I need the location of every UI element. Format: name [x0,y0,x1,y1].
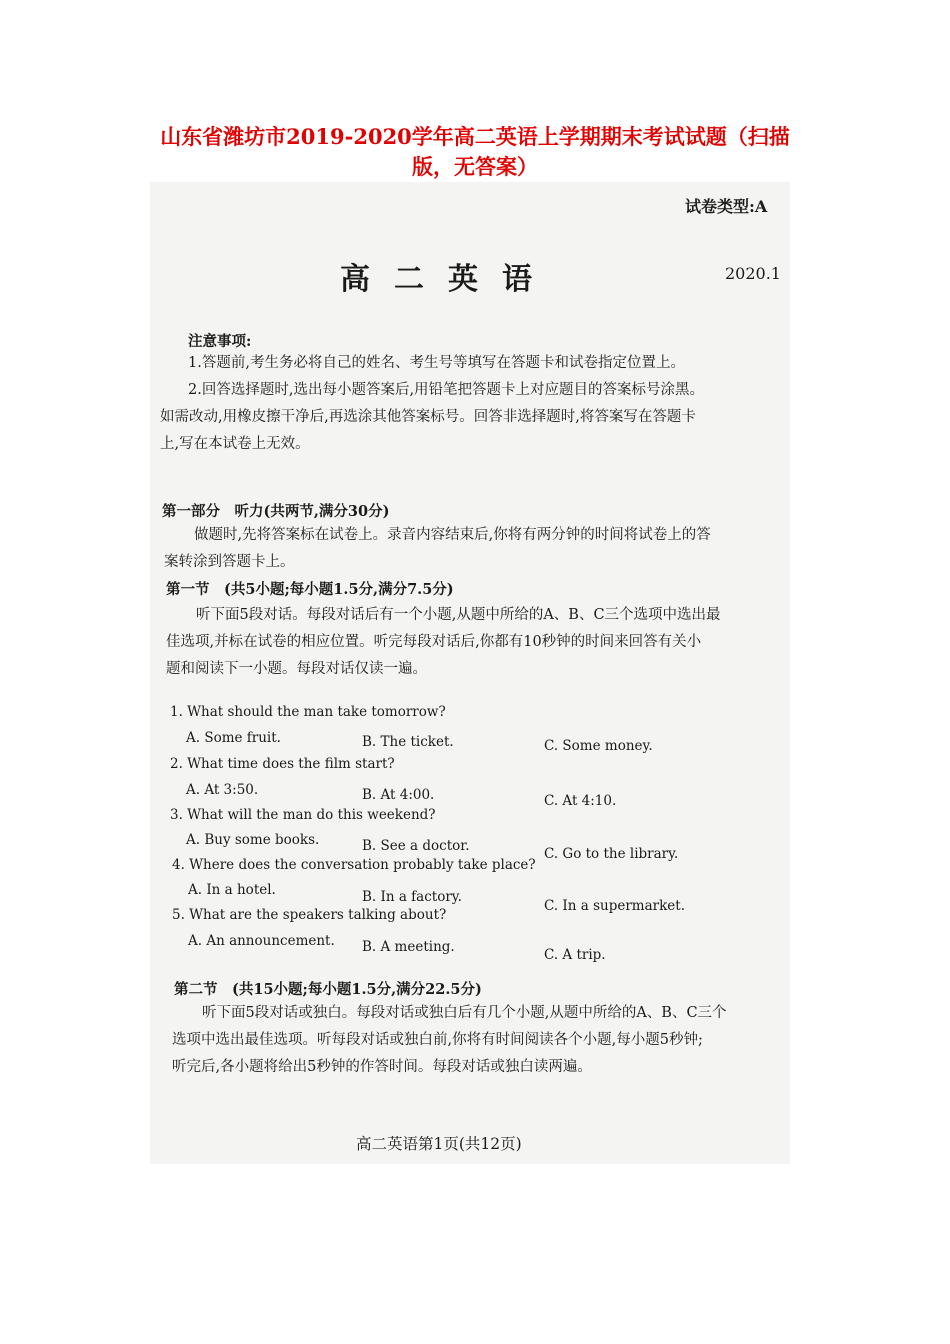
question-5-option-b: B. A meeting. [362,939,455,955]
question-5-option-a: A. An announcement. [188,933,335,949]
document-title: 山东省潍坊市2019-2020学年高二英语上学期期末考试试题（扫描版，无答案） [160,124,790,179]
question-2-option-b: B. At 4:00. [362,787,435,803]
part1-intro [164,522,711,576]
section2-title: 第二节 (共15小题;每小题1.5分,满分22.5分) [174,981,482,998]
notice-item-1: 1.答题前,考生务必将自己的姓名、考生号等填写在答题卡和试卷指定位置上。 [188,355,685,371]
question-1-option-c: C. Some money. [544,738,653,754]
question-3-option-b: B. See a doctor. [362,838,470,854]
question-5-option-c: C. A trip. [544,947,606,963]
section1-intro-line-2: 佳选项,并标在试卷的相应位置。听完每段对话后,你都有10秒钟的时间来回答有关小 [166,634,702,650]
paper-type-label: 试卷类型:A [685,197,768,216]
part1-intro-line-2: 案转涂到答题卡上。 [164,554,295,570]
question-3-option-c: C. Go to the library. [544,846,679,862]
section1-intro-line-3: 题和阅读下一小题。每段对话仅读一遍。 [166,661,427,677]
question-1-option-b: B. The ticket. [362,734,454,750]
notice-item-2-line-2: 如需改动,用橡皮擦干净后,再选涂其他答案标号。回答非选择题时,将答案写在答题卡 [160,409,696,425]
section2-intro-line-2: 选项中选出最佳选项。听每段对话或独白前,你将有时间阅读各个小题,每小题5秒钟; [172,1032,703,1048]
question-2: 2. What time does the film start? [170,756,395,772]
page-footer: 高二英语第1页(共12页) [356,1135,522,1153]
notice-item-2-line-1: 2.回答选择题时,选出每小题答案后,用铅笔把答题卡上对应题目的答案标号涂黑。 [188,382,705,398]
section1-intro-line-1: 听下面5段对话。每段对话后有一个小题,从题中所给的A、B、C三个选项中选出最 [196,607,721,623]
notice-block [160,350,705,458]
question-1-option-a: A. Some fruit. [186,730,281,746]
question-4-option-b: B. In a factory. [362,889,462,905]
exam-date: 2020.1 [725,264,781,283]
section2-intro-line-3: 听完后,各小题将给出5秒钟的作答时间。每段对话或独白读两遍。 [172,1059,592,1075]
question-4-option-c: C. In a supermarket. [544,898,685,914]
question-4-option-a: A. In a hotel. [188,882,276,898]
question-5: 5. What are the speakers talking about? [172,907,447,923]
question-3-option-a: A. Buy some books. [186,832,320,848]
question-2-option-c: C. At 4:10. [544,793,617,809]
subject-heading: 高二英语 [340,262,556,297]
part1-title: 第一部分 听力(共两节,满分30分) [162,503,390,520]
question-3: 3. What will the man do this weekend? [170,807,436,823]
notice-title: 注意事项: [188,333,252,350]
notice-item-2-line-3: 上,写在本试卷上无效。 [160,436,310,452]
section2-intro-line-1: 听下面5段对话或独白。每段对话或独白后有几个小题,从题中所给的A、B、C三个 [202,1005,727,1021]
question-4: 4. Where does the conversation probably take place? [172,857,536,873]
question-2-option-a: A. At 3:50. [186,782,259,798]
section1-title: 第一节 (共5小题;每小题1.5分,满分7.5分) [166,581,454,598]
section1-intro [166,602,721,683]
section2-intro [172,1000,727,1081]
question-1: 1. What should the man take tomorrow? [170,704,446,720]
scanned-page [150,182,790,1164]
part1-intro-line-1: 做题时,先将答案标在试卷上。录音内容结束后,你将有两分钟的时间将试卷上的答 [194,527,711,543]
